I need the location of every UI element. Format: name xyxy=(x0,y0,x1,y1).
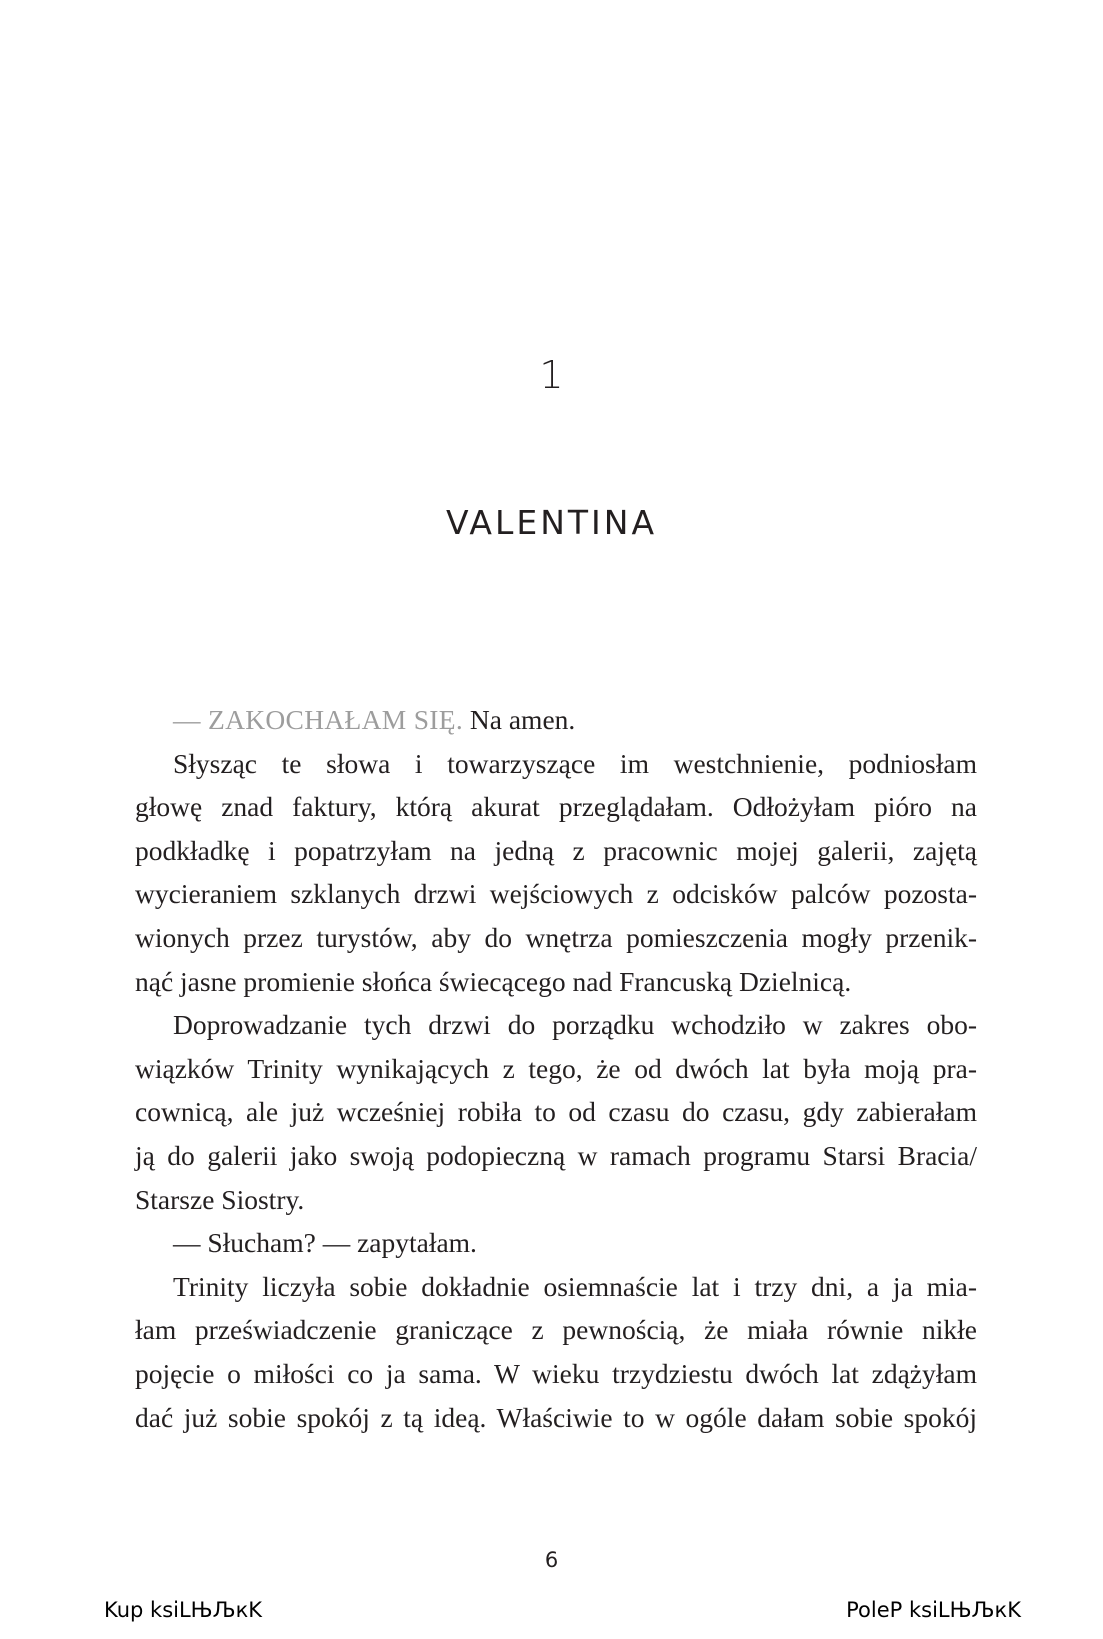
opening-line xyxy=(135,698,977,742)
chapter-title: VALENTINA xyxy=(445,503,658,542)
text-line: cownicą, ale już wcześniej robiła to od czasu do czasu, gdy zabierałam xyxy=(135,1096,977,1128)
text-line: Słysząc te słowa i towarzyszące im westchnienie, podniosłam xyxy=(173,747,977,779)
text-line: dać już sobie spokój z tą ideą. Właściwie to w ogóle dałam sobie spokój xyxy=(135,1401,977,1433)
buy-book-link[interactable]: Kup ksiLЊЉкK xyxy=(104,1598,263,1622)
opening-rest: Na amen. xyxy=(463,704,576,735)
text-line: Doprowadzanie tych drzwi do porządku wchodziło w zakres obo- xyxy=(173,1009,977,1041)
text-line: pojęcie o miłości co ja sama. W wieku trzydziestu dwóch lat zdążyłam xyxy=(135,1357,977,1389)
text-line: — Słucham? — zapytałam. xyxy=(173,1227,477,1259)
text-line: głowę znad faktury, którą akurat przeglądałam. Odłożyłam pióro na xyxy=(135,791,977,823)
chapter-body xyxy=(135,698,977,1439)
text-line: łam przeświadczenie graniczące z pewnością, że miała równie nikłe xyxy=(135,1314,977,1346)
text-line: Starsze Siostry. xyxy=(135,1183,305,1215)
opening-small-caps: — ZAKOCHAŁAM SIĘ. xyxy=(173,704,464,735)
page-number: 6 xyxy=(544,1548,559,1572)
text-line: ją do galerii jako swoją podopieczną w ramach programu Starsi Bracia/ xyxy=(135,1139,977,1171)
text-line: podkładkę i popatrzyłam na jedną z pracownic mojej galerii, zajętą xyxy=(135,834,977,866)
text-line: wycieraniem szklanych drzwi wejściowych z odcisków palców pozosta- xyxy=(135,878,977,910)
recommend-book-link[interactable]: PoleP ksiLЊЉкK xyxy=(846,1598,1021,1622)
text-line: nąć jasne promienie słońca świecącego nad Francuską Dzielnicą. xyxy=(135,965,852,997)
text-line: Trinity liczyła sobie dokładnie osiemnaście lat i trzy dni, a ja mia- xyxy=(173,1270,977,1302)
text-line: wiązków Trinity wynikających z tego, że od dwóch lat była moją pra- xyxy=(135,1052,977,1084)
text-line: wionych przez turystów, aby do wnętrza pomieszczenia mogły przenik- xyxy=(135,921,977,953)
chapter-number: 1 xyxy=(539,353,564,397)
